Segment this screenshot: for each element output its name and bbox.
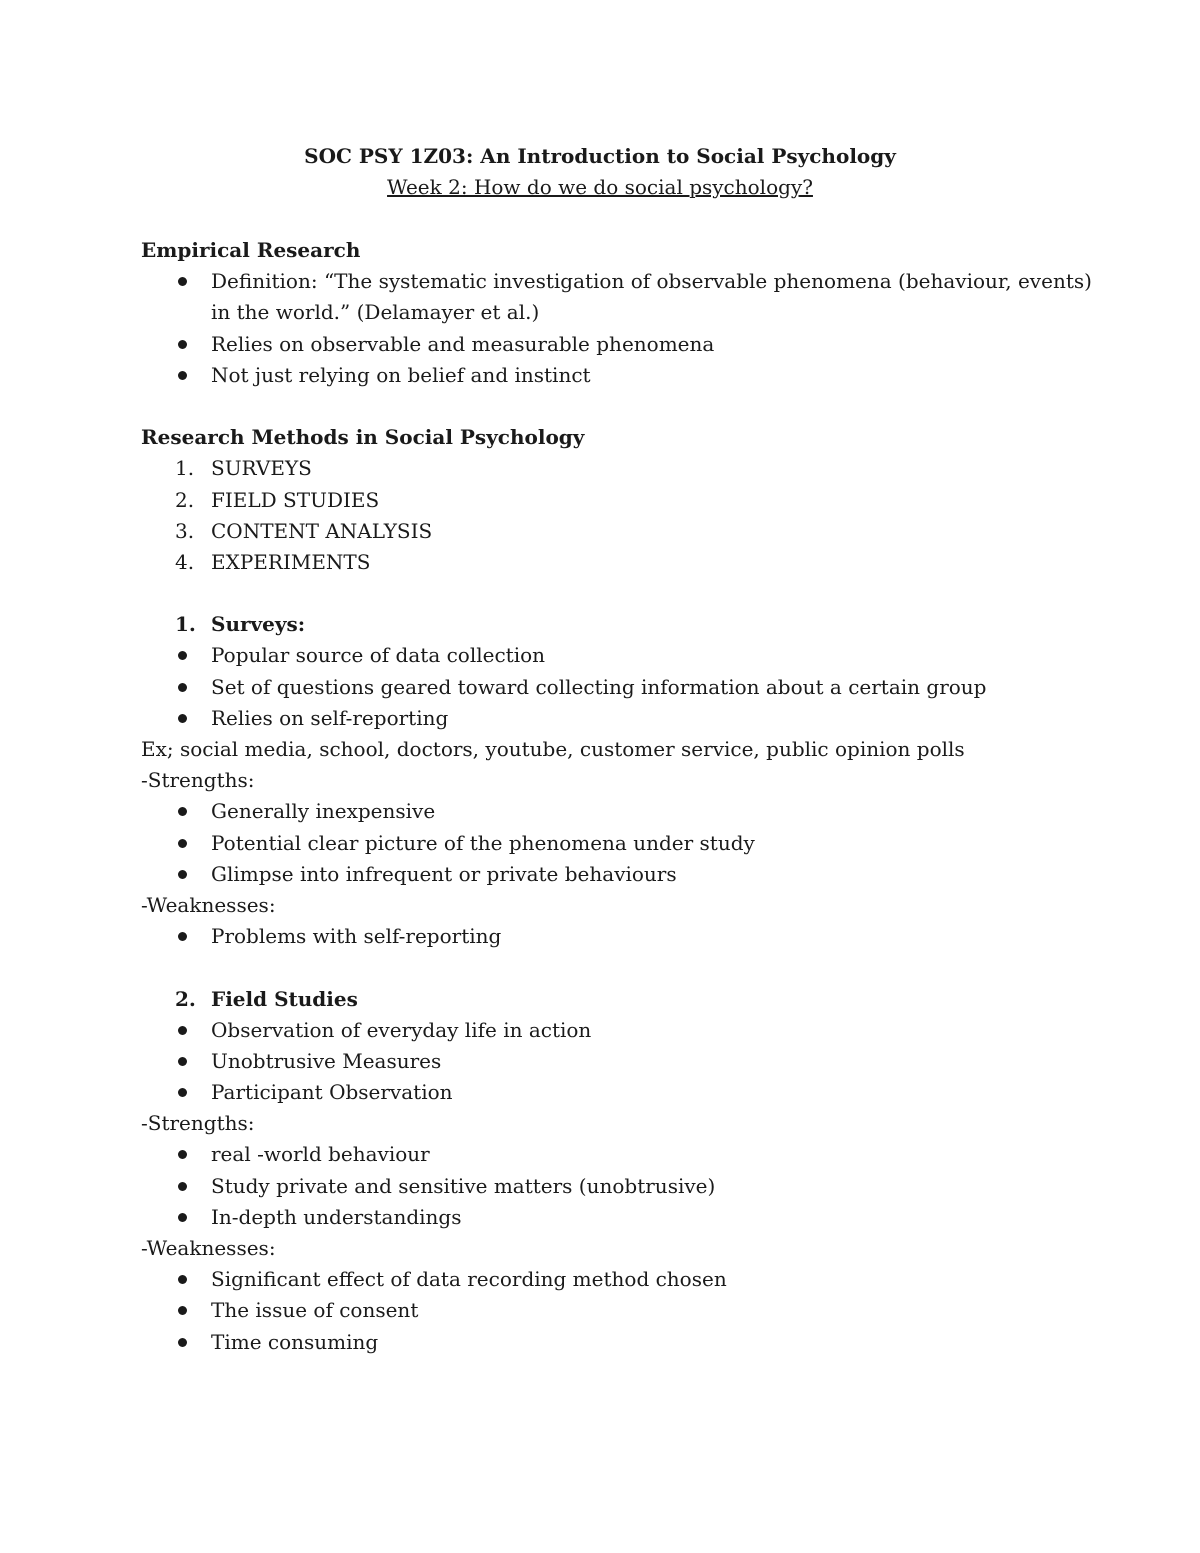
bullet-icon <box>178 714 187 723</box>
list-item: Relies on self-reporting <box>141 703 1061 734</box>
list-item: real -world behaviour <box>141 1139 1061 1170</box>
numbered-item: 1. SURVEYS <box>175 456 312 481</box>
page-title: SOC PSY 1Z03: An Introduction to Social Psychology <box>304 144 896 168</box>
list-item-continuation: in the world.” (Delamayer et al.) <box>211 300 540 325</box>
bullet-icon <box>178 1338 187 1347</box>
numbered-item: 2. FIELD STUDIES <box>175 487 380 512</box>
list-item: Problems with self-reporting <box>141 921 1061 952</box>
strengths-label: -Strengths: <box>141 768 255 793</box>
list-item: Relies on observable and measurable phenomena <box>141 329 1061 360</box>
list-item: Glimpse into infrequent or private behaviours <box>141 859 1061 890</box>
list-item: Observation of everyday life in action <box>141 1015 1061 1046</box>
bullet-icon <box>178 1275 187 1284</box>
bullet-icon <box>178 839 187 848</box>
numbered-item: 4. EXPERIMENTS <box>175 549 371 574</box>
bullet-icon <box>178 932 187 941</box>
bullet-icon <box>178 277 187 286</box>
section-heading-methods: Research Methods in Social Psychology <box>141 425 585 450</box>
list-item: Generally inexpensive <box>141 796 1061 827</box>
bullet-icon <box>178 807 187 816</box>
bullet-icon <box>178 1057 187 1066</box>
bullet-icon <box>178 1213 187 1222</box>
bullet-icon <box>178 1088 187 1097</box>
list-item: The issue of consent <box>141 1295 1061 1326</box>
list-item: Participant Observation <box>141 1077 1061 1108</box>
list-item: Popular source of data collection <box>141 640 1061 671</box>
list-item: Definition: “The systematic investigation of observable phenomena (behaviour, events) <box>141 266 1061 297</box>
section-heading-surveys: 1. Surveys: <box>175 612 306 637</box>
bullet-icon <box>178 651 187 660</box>
strengths-label: -Strengths: <box>141 1111 255 1136</box>
numbered-item: 3. CONTENT ANALYSIS <box>175 518 433 543</box>
bullet-icon <box>178 1026 187 1035</box>
bullet-icon <box>178 1182 187 1191</box>
bullet-icon <box>178 683 187 692</box>
list-item: Set of questions geared toward collecting information about a certain group <box>141 672 1061 703</box>
section-heading-empirical: Empirical Research <box>141 238 361 262</box>
bullet-icon <box>178 870 187 879</box>
document-body <box>141 235 1092 1358</box>
list-item: Time consuming <box>141 1327 1061 1358</box>
example-text: Ex; social media, school, doctors, youtube, customer service, public opinion polls <box>141 737 965 761</box>
list-item: In-depth understandings <box>141 1202 1061 1233</box>
bullet-icon <box>178 1150 187 1159</box>
list-item: Unobtrusive Measures <box>141 1046 1061 1077</box>
list-item: Potential clear picture of the phenomena under study <box>141 828 1061 859</box>
bullet-icon <box>178 340 187 349</box>
weaknesses-label: -Weaknesses: <box>141 892 276 917</box>
section-heading-field-studies: 2. Field Studies <box>175 986 358 1011</box>
page-subtitle: Week 2: How do we do social psychology? <box>387 175 813 199</box>
bullet-icon <box>178 371 187 380</box>
weaknesses-label: -Weaknesses: <box>141 1236 276 1260</box>
list-item: Study private and sensitive matters (unobtrusive) <box>141 1171 1061 1202</box>
list-item: Significant effect of data recording method chosen <box>141 1264 1061 1295</box>
list-item: Not just relying on belief and instinct <box>141 360 1061 391</box>
bullet-icon <box>178 1306 187 1315</box>
